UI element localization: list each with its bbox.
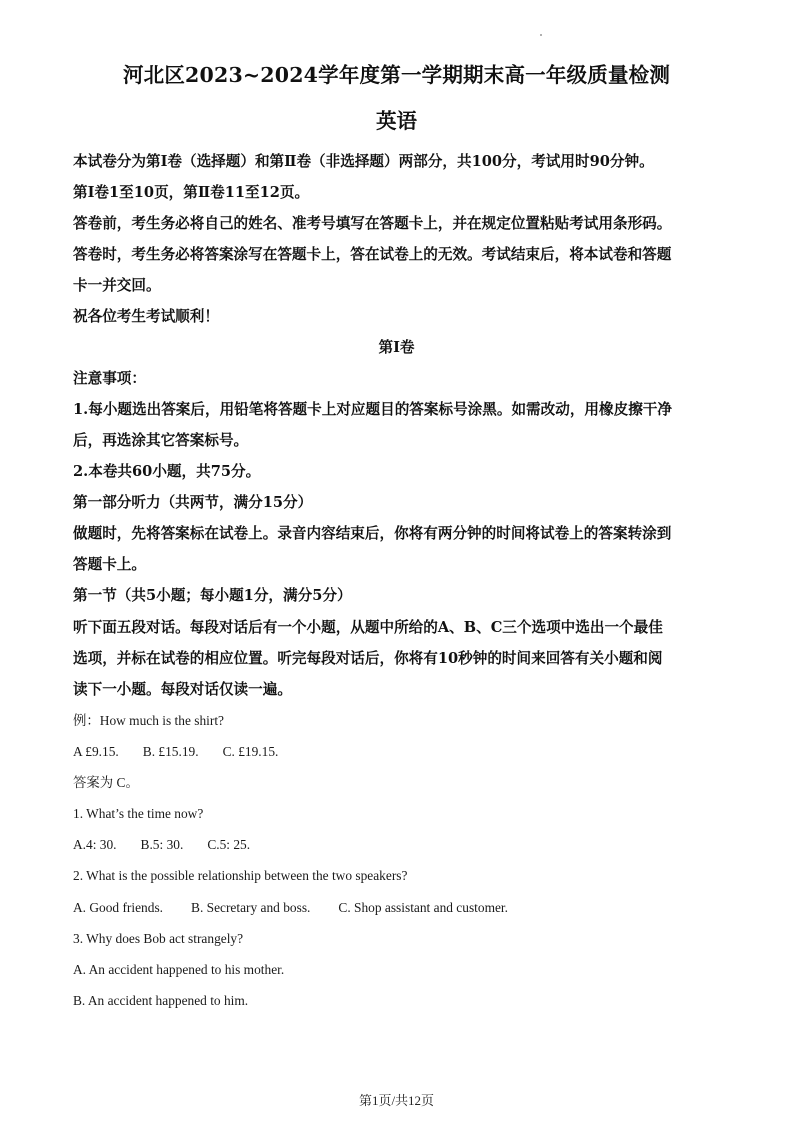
question-1-option-b: B.5: 30. xyxy=(140,837,184,852)
question-2-option-c: C. Shop assistant and customer. xyxy=(338,900,508,915)
section-instruction-line-2: 选项，并标在试卷的相应位置。听完每段对话后，你将有10秒钟的时间来回答有关小题和阅 xyxy=(73,650,663,667)
question-1-options xyxy=(73,836,250,854)
subject-title: 英语 xyxy=(376,109,417,133)
example-answer: 答案为 C。 xyxy=(73,775,139,790)
scan-speck xyxy=(540,34,542,36)
exam-title: 河北区2023~2024学年度第一学期期末高一年级质量检测 xyxy=(122,63,671,87)
listening-instruction-line-1: 做题时，先将答案标在试卷上。录音内容结束后，你将有两分钟的时间将试卷上的答案转涂到 xyxy=(73,525,672,542)
section-1-title: 第一节（共5小题；每小题1分，满分5分） xyxy=(73,587,352,604)
question-2-option-a: A. Good friends. xyxy=(73,900,164,915)
intro-line-2: 第Ⅰ卷1至10页，第Ⅱ卷11至12页。 xyxy=(73,184,310,201)
section-instruction-line-3: 读下一小题。每段对话仅读一遍。 xyxy=(73,681,292,698)
notice-1-line-2: 后，再选涂其它答案标号。 xyxy=(73,432,249,449)
example-question: 例：How much is the shirt? xyxy=(73,713,224,728)
question-2-stem: 2. What is the possible relationship between the two speakers? xyxy=(73,868,408,883)
notice-label: 注意事项： xyxy=(73,370,146,387)
question-3-option-a: A. An accident happened to his mother. xyxy=(73,962,285,977)
question-1-option-a: A.4: 30. xyxy=(73,837,117,852)
listening-instruction-line-2: 答题卡上。 xyxy=(73,556,146,573)
page-number: 第1页/共12页 xyxy=(358,1093,435,1108)
volume-heading: 第Ⅰ卷 xyxy=(378,339,415,356)
question-1-stem: 1. What’s the time now? xyxy=(73,806,204,821)
question-1-option-c: C.5: 25. xyxy=(207,837,251,852)
intro-line-4: 答卷时，考生务必将答案涂写在答题卡上，答在试卷上的无效。考试结束后，将本试卷和答题 xyxy=(73,246,672,263)
notice-1-line-1: 1.每小题选出答案后，用铅笔将答题卡上对应题目的答案标号涂黑。如需改动，用橡皮擦干净 xyxy=(73,401,672,418)
example-option-c: C. £19.15. xyxy=(222,744,279,759)
example-option-a: A £9.15. xyxy=(73,744,119,759)
question-3-stem: 3. Why does Bob act strangely? xyxy=(73,931,244,946)
notice-2: 2.本卷共60小题，共75分。 xyxy=(73,463,261,480)
listening-part-title: 第一部分听力（共两节，满分15分） xyxy=(73,494,313,511)
intro-line-3: 答卷前，考生务必将自己的姓名、准考号填写在答题卡上，并在规定位置粘贴考试用条形码。 xyxy=(73,215,672,232)
question-3-option-b: B. An accident happened to him. xyxy=(73,993,249,1008)
intro-line-1: 本试卷分为第Ⅰ卷（选择题）和第Ⅱ卷（非选择题）两部分，共100分，考试用时90分钟。 xyxy=(73,153,654,170)
example-options xyxy=(73,743,278,761)
intro-line-5: 卡一并交回。 xyxy=(73,277,161,294)
example-option-b: B. £15.19. xyxy=(142,744,199,759)
section-instruction-line-1: 听下面五段对话。每段对话后有一个小题，从题中所给的A、B、C三个选项中选出一个最佳 xyxy=(73,619,663,636)
intro-line-6: 祝各位考生考试顺利！ xyxy=(73,308,219,325)
question-2-options xyxy=(73,899,508,917)
question-2-option-b: B. Secretary and boss. xyxy=(191,900,311,915)
